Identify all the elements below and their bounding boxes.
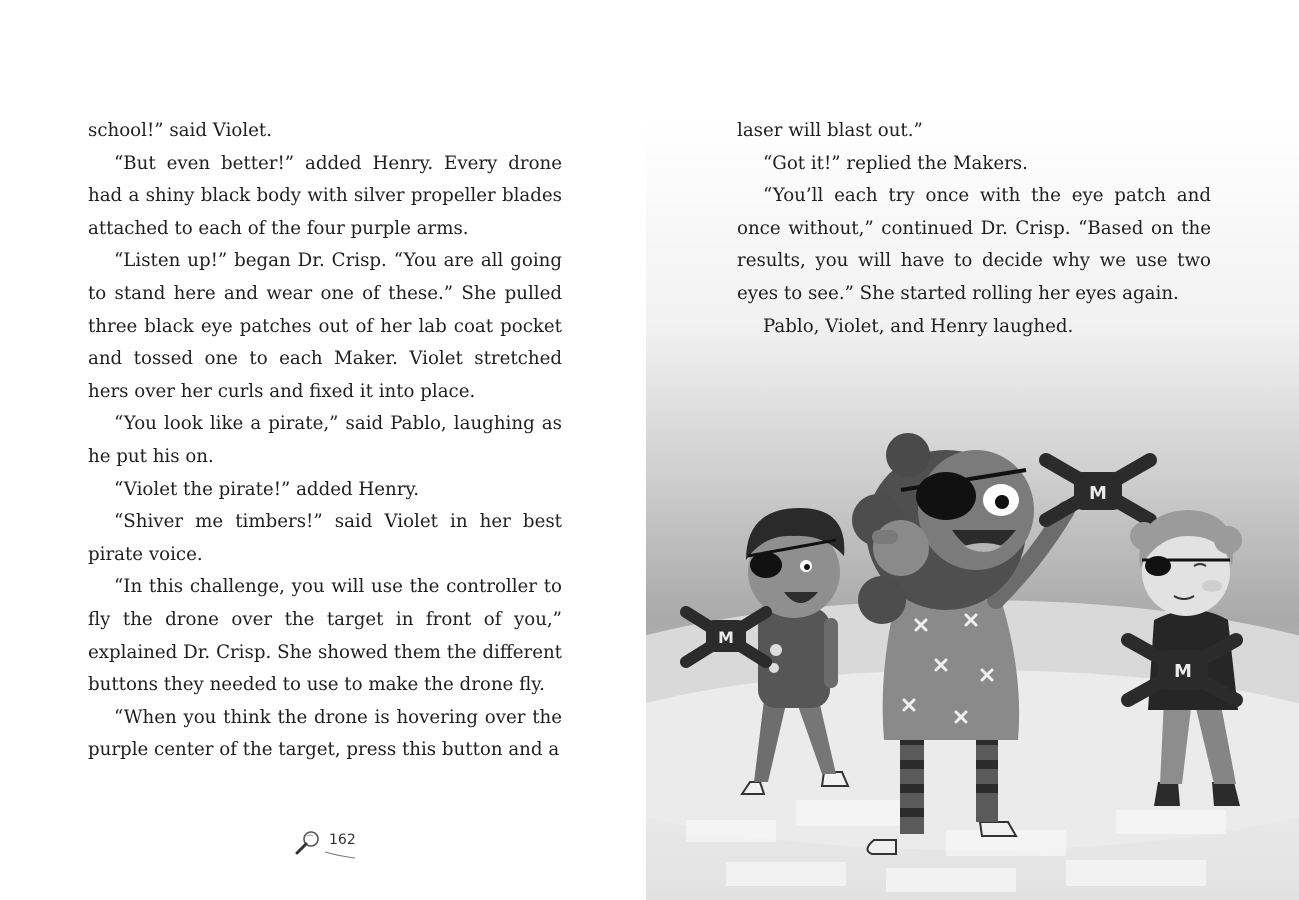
drone [1046,460,1150,520]
left-page-text [88,115,562,767]
paragraph: “Shiver me timbers!” said Violet in her best pirate voice. [88,511,562,565]
paragraph: laser will blast out.” [737,120,923,141]
drone-letter: M [1089,483,1107,504]
drone-letter: M [1174,661,1192,682]
paragraph: “You look like a pirate,” said Pablo, laughing as he put his on. [88,413,562,467]
paragraph: “Violet the pirate!” added Henry. [114,478,420,500]
paragraph: “You’ll each try once with the eye patch and once without,” continued Dr. Crisp. “Based on the results, you will have to decide why we use two eyes to see.” She started rolling her eyes again. [737,185,1211,304]
paragraph: “Listen up!” began Dr. Crisp. “You are all going to stand here and wear one of these.” She pulled three black eye patches out of her lab coat pocket and tossed one to each Maker. Violet stretched hers over her curls and fixed it into place. [88,250,562,402]
paragraph: “But even better!” added Henry. Every drone had a shiny black body with silver propeller blades attached to each of the four purple arms. [88,152,562,239]
drone-letter: M [718,628,734,647]
paragraph: Pablo, Violet, and Henry laughed. [763,315,1074,337]
page-number: 162 [329,832,356,848]
paragraph: “When you think the drone is hovering over the purple center of the target, press this button and a [88,706,562,761]
paragraph: “Got it!” replied the Makers. [763,152,1028,174]
right-page-text [737,115,1211,343]
page-folio [295,830,375,860]
left-page [0,0,646,900]
right-page [646,0,1299,900]
paragraph: school!” said Violet. [88,120,273,141]
paragraph: “In this challenge, you will use the controller to fly the drone over the target in front of you,” explained Dr. Crisp. She showed them the different buttons they needed to use to make the drone fly. [88,576,562,696]
